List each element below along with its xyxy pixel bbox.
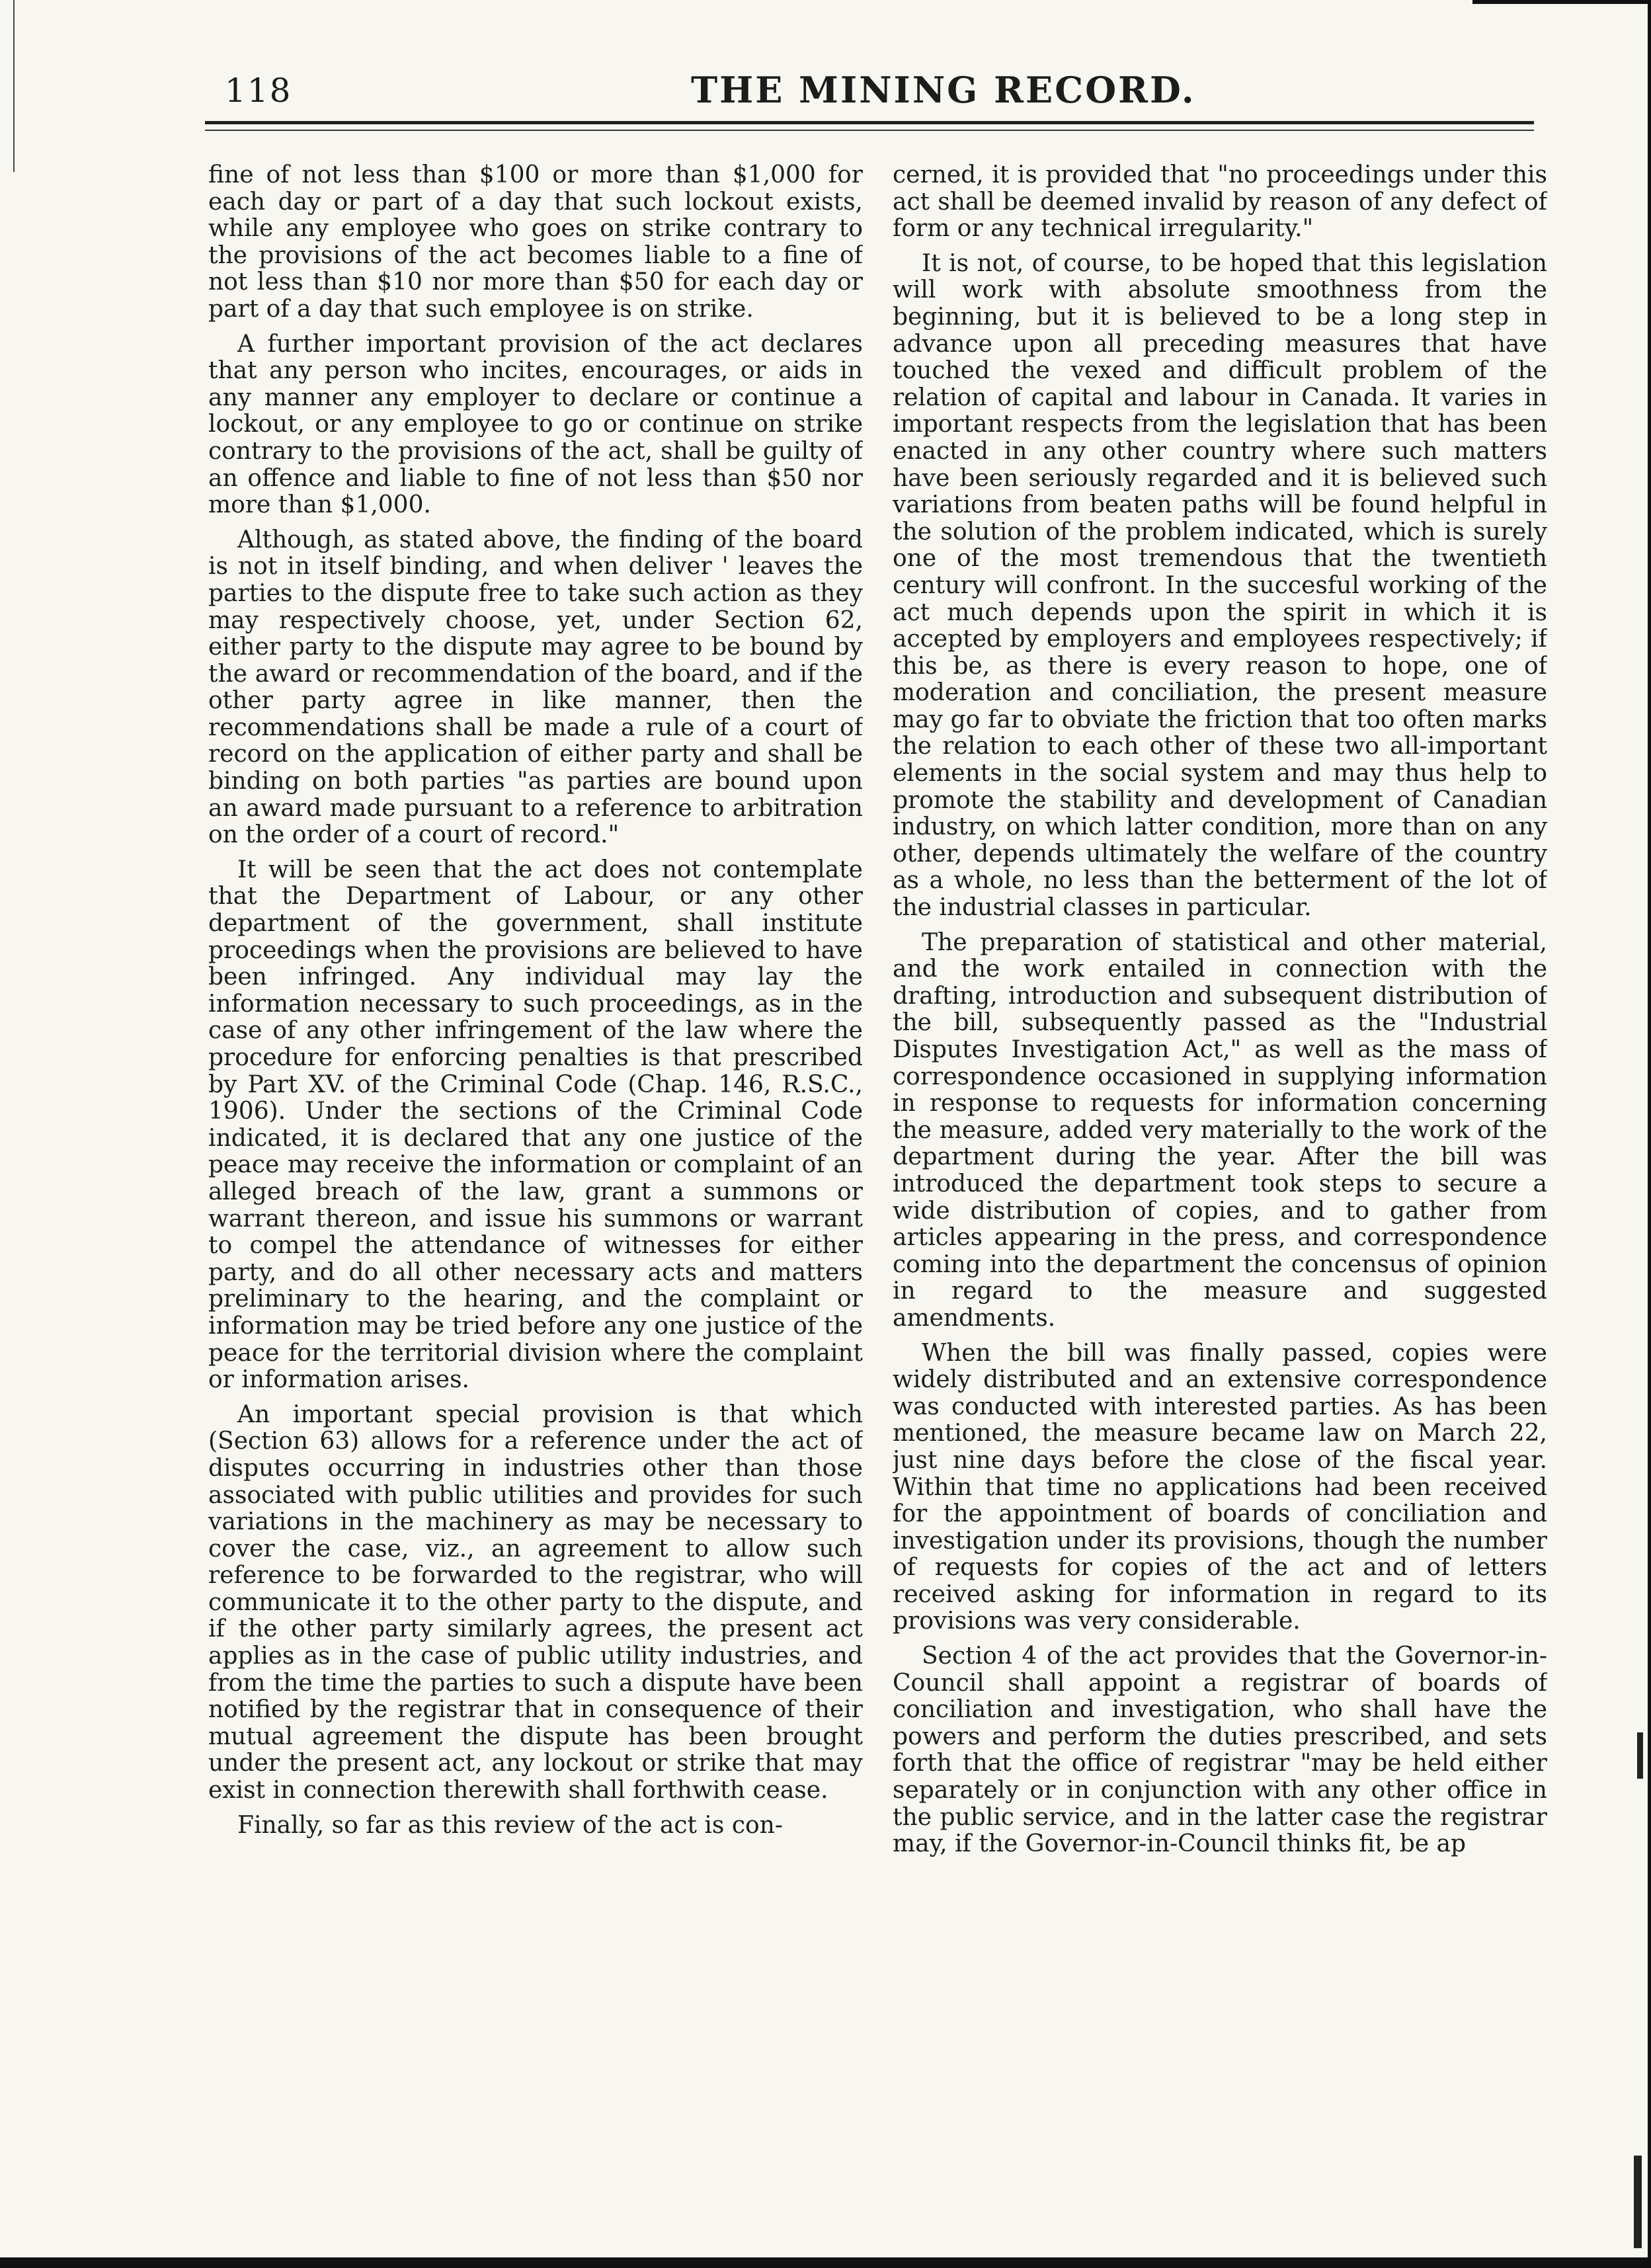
publication-title: THE MINING RECORD. (691, 69, 1196, 111)
paragraph: It will be seen that the act does not contemplate that the Department of Labour, or any other department of the government, shall institute proceedings when the provisions are believed to have been infringed. Any individual may lay the information necessary to such proceedings, as in the case of any other infringement of the law where the procedure for enforcing penalties is that prescribed by Part XV. of the Criminal Code (Chap. 146, R.S.C., 1906). Under the sections of the Criminal Code indicated, it is declared that any one justice of the peace may receive the information or complaint of an alleged breach of the law, grant a summons or warrant thereon, and issue his summons or warrant to compel the attendance of witnesses for either party, and do all other necessary acts and matters preliminary to the hearing, and the complaint or information may be tried before any one justice of the peace for the territorial division where the complaint or information arises. (208, 856, 863, 1394)
header-rule-secondary (205, 130, 1534, 131)
header-rule (205, 121, 1534, 124)
page-number: 118 (225, 71, 292, 110)
page-edge-right (1648, 0, 1651, 2268)
paragraph: A further important provision of the act declares that any person who incites, encourages, or aids in any manner any employer to declare or continue a lockout, or any employee to go or continue on strike contrary to the provisions of the act, shall be guilty of an offence and liable to fine of not less than $50 nor more than $1,000. (208, 330, 863, 519)
left-column (208, 162, 863, 2095)
paragraph: When the bill was finally passed, copies were widely distributed and an extensive correspondence was conducted with interested parties. As has been mentioned, the measure became law on March 22, just nine days before the close of the fiscal year. Within that time no applications had been received for the appointment of boards of conciliation and investigation under its provisions, though the number of requests for copies of the act and of letters received asking for information in regard to its provisions was very considerable. (893, 1339, 1547, 1635)
paragraph: The preparation of statistical and other material, and the work entailed in connection with the drafting, introduction and subsequent distribution of the bill, subsequently passed as the "Industrial Disputes Investigation Act," as well as the mass of correspondence occasioned in supplying information in response to requests for information concerning the measure, added very materially to the work of the department during the year. After the bill was introduced the department took steps to secure a wide distribution of copies, and to gather from articles appearing in the press, and correspondence coming into the department the concensus of opinion in regard to the measure and suggested amendments. (893, 928, 1547, 1332)
paragraph: Although, as stated above, the finding of the board is not in itself binding, and when deliver ' leaves the parties to the dispute free to take such action as they may respectively choose, yet, under Section 62, either party to the dispute may agree to be bound by the award or recommendation of the board, and if the other party agree in like manner, then the recommendations shall be made a rule of a court of record on the application of either party and shall be binding on both parties "as parties are bound upon an award made pursuant to a reference to arbitration on the order of a court of record." (208, 526, 863, 849)
right-column (893, 162, 1547, 2095)
margin-ink-mark (1634, 2156, 1642, 2248)
paragraph: cerned, it is provided that "no proceedings under this act shall be deemed invalid by reason of any defect of form or any technical irregularity." (893, 162, 1547, 243)
paragraph: Finally, so far as this review of the act is con- (237, 1811, 784, 1839)
paragraph: An important special provision is that which (Section 63) allows for a reference under the act of disputes occurring in industries other than those associated with public utilities and provides for such variations in the machinery as may be necessary to cover the case, viz., an agreement to allow such reference to be forwarded to the registrar, who will communicate it to the other party to the dispute, and if the other party similarly agrees, the present act applies as in the case of public utility industries, and from the time the parties to such a dispute have been notified by the registrar that in consequence of their mutual agreement the dispute has been brought under the present act, any lockout or strike that may exist in connection therewith shall forthwith cease. (208, 1400, 863, 1804)
paragraph: fine of not less than $100 or more than $1,000 for each day or part of a day that such lockout exists, while any employee who goes on strike contrary to the provisions of the act becomes liable to a fine of not less than $10 nor more than $50 for each day or part of a day that such employee is on strike. (208, 162, 863, 323)
margin-ink-mark (1637, 1732, 1643, 1779)
paragraph: It is not, of course, to be hoped that this legislation will work with absolute smoothness from the beginning, but it is believed to be a long step in advance upon all preceding measures that have touched the vexed and difficult problem of the relation of capital and labour in Canada. It varies in important respects from the legislation that has been enacted in any other country where such matters have been seriously regarded and it is believed such variations from beaten paths will be found helpful in the solution of the problem indicated, which is surely one of the most tremendous that the twentieth century will confront. In the succesful working of the act much depends upon the spirit in which it is accepted by employers and employees respectively; if this be, as there is every reason to hope, one of moderation and conciliation, the present measure may go far to obviate the friction that too often marks the relation to each other of these two all-important elements in the social system and may thus help to promote the stability and development of Canadian industry, on which latter condition, more than on any other, depends ultimately the welfare of the country as a whole, no less than the betterment of the lot of the industrial classes in particular. (893, 249, 1547, 922)
page-edge-left (13, 0, 15, 172)
paragraph: Section 4 of the act provides that the Governor-in-Council shall appoint a registrar of boards of conciliation and investigation, who shall have the powers and perform the duties prescribed, and sets forth that the office of registrar "may be held either separately or in conjunction with any other office in the public service, and in the latter case the registrar may, if the Governor-in-Council thinks fit, be ap (893, 1642, 1547, 1858)
page-edge-bottom (0, 2257, 1651, 2268)
page-edge-top (1472, 0, 1651, 4)
